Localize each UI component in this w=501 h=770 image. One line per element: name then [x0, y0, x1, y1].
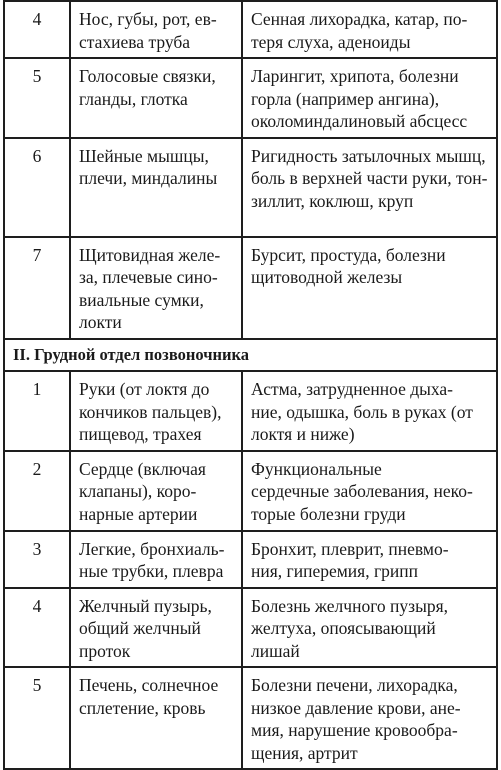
- row-number: 1: [4, 371, 70, 451]
- body-region-cell: Шейные мышцы, плечи, миндалины: [70, 138, 242, 237]
- body-region-cell: Легкие, бронхиаль- ные трубки, плевра: [70, 531, 242, 588]
- body-region-cell: Нос, губы, рот, ев- стахиева труба: [70, 1, 242, 58]
- body-region-cell: Голосовые связки, гланды, глотка: [70, 58, 242, 138]
- row-number: 4: [4, 588, 70, 668]
- symptoms-cell: Бронхит, плеврит, пневмо- ния, гиперемия, грипп: [242, 531, 497, 588]
- symptoms-cell: Болезнь желчного пузыря, желтуха, опоясывающий лишай: [242, 588, 497, 668]
- table-row: [4, 588, 497, 668]
- body-region-cell: Щитовидная желе- за, плечевые сино- виальные сумки, локти: [70, 237, 242, 339]
- table-row: [4, 1, 497, 58]
- table-row: [4, 138, 497, 237]
- table-row: [4, 371, 497, 451]
- symptoms-cell: Сенная лихорадка, катар, по- теря слуха, аденоиды: [242, 1, 497, 58]
- symptoms-cell: Бурсит, простуда, болезни щитоводной железы: [242, 237, 497, 339]
- symptoms-cell: Ригидность затылочных мышц, боль в верхней части руки, тон- зиллит, коклюш, круп: [242, 138, 497, 237]
- body-region-cell: Желчный пузырь, общий желчный проток: [70, 588, 242, 668]
- symptoms-cell: Функциональные сердечные заболевания, неко- торые болезни груди: [242, 451, 497, 531]
- row-number: 7: [4, 237, 70, 339]
- body-region-cell: Руки (от локтя до кончиков пальцев), пищевод, трахея: [70, 371, 242, 451]
- row-number: 5: [4, 667, 70, 769]
- row-number: 3: [4, 531, 70, 588]
- body-region-cell: Сердце (включая клапаны), коро- нарные артерии: [70, 451, 242, 531]
- spine-table: [3, 0, 498, 770]
- table-row: [4, 237, 497, 339]
- row-number: 6: [4, 138, 70, 237]
- body-region-cell: Печень, солнечное сплетение, кровь: [70, 667, 242, 769]
- symptoms-cell: Астма, затрудненное дыха- ние, одышка, боль в руках (от локтя и ниже): [242, 371, 497, 451]
- table-row: [4, 451, 497, 531]
- section-title: II. Грудной отдел позвоночника: [4, 339, 497, 372]
- row-number: 4: [4, 1, 70, 58]
- row-number: 2: [4, 451, 70, 531]
- section-header-row: [4, 339, 497, 372]
- symptoms-cell: Болезни печени, лихорадка, низкое давление крови, ане- мия, нарушение кровообра- щения, артрит: [242, 667, 497, 769]
- table-row: [4, 667, 497, 769]
- table-row: [4, 58, 497, 138]
- table-row: [4, 531, 497, 588]
- symptoms-cell: Ларингит, хрипота, болезни горла (например ангина), околоминдалиновый абсцесс: [242, 58, 497, 138]
- row-number: 5: [4, 58, 70, 138]
